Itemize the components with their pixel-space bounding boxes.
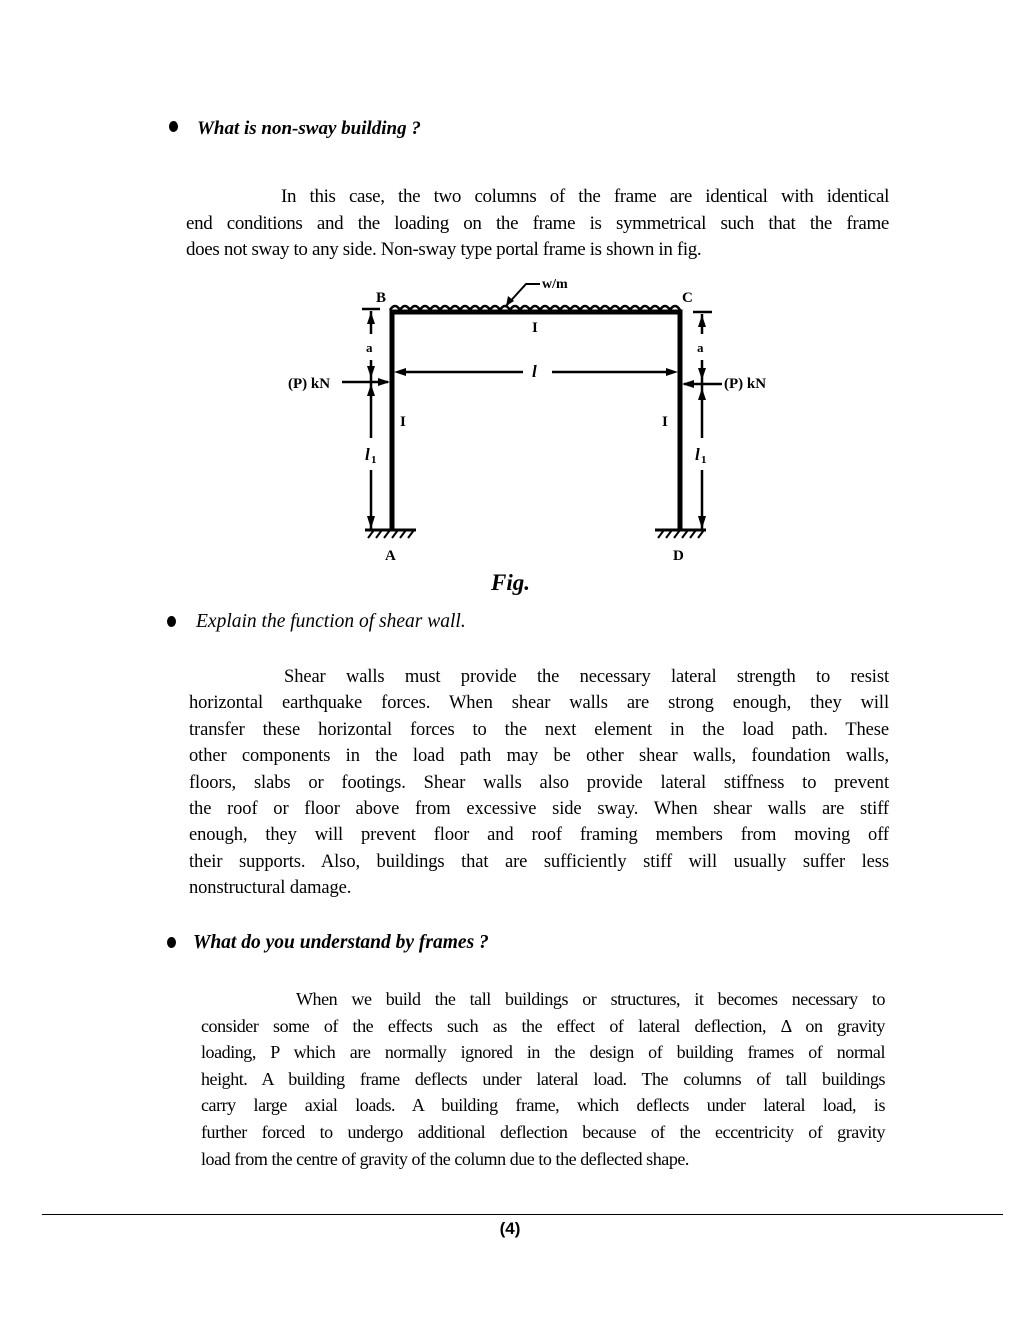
paragraph-line: transfer these horizontal forces to the next element in the load path. These (189, 719, 889, 740)
section-heading-non-sway: What is non-sway building ? (197, 118, 421, 139)
paragraph-line: end conditions and the loading on the frame is symmetrical such that the frame (186, 212, 889, 234)
joint-b-label: B (376, 290, 387, 306)
right-column-height-label: l (695, 445, 700, 464)
paragraph-line: enough, they will prevent floor and roof framing members from moving off (189, 825, 889, 846)
right-column-inertia-label: I (662, 414, 668, 430)
paragraph-line: Shear walls must provide the necessary lateral strength to resist (284, 667, 889, 687)
portal-frame-svg (270, 268, 790, 578)
paragraph-line: In this case, the two columns of the frame are identical with identical (281, 186, 889, 207)
left-load-label: (P) kN (288, 376, 331, 392)
bullet-icon (167, 937, 176, 948)
bullet-icon (167, 616, 176, 627)
support-a-label: A (385, 548, 396, 564)
paragraph-line: other components in the load path may be other shear walls, foundation walls, (189, 746, 889, 767)
left-column-height-label: l (365, 445, 370, 464)
page-number: (4) (499, 1219, 521, 1238)
left-offset-label: a (366, 340, 373, 355)
section-heading-frames: What do you understand by frames ? (193, 932, 489, 953)
paragraph-line: carry large axial loads. A building frame, which deflects under lateral load, is (201, 1095, 885, 1116)
right-load-label: (P) kN (724, 376, 767, 392)
beam-inertia-label: I (532, 320, 538, 336)
paragraph-line: floors, slabs or footings. Shear walls also provide lateral stiffness to prevent (189, 772, 889, 793)
udl-load-icon (390, 306, 680, 310)
right-column-height-subscript: 1 (701, 454, 707, 466)
paragraph-line: nonstructural damage. (189, 878, 352, 899)
paragraph-line: load from the centre of gravity of the column due to the deflected shape. (201, 1148, 689, 1169)
paragraph-shear-wall (189, 664, 889, 902)
paragraph-line: the roof or floor above from excessive side sway. When shear walls are stiff (189, 799, 889, 820)
paragraph-line: height. A building frame deflects under lateral load. The columns of tall buildings (201, 1068, 885, 1089)
paragraph-line: When we build the tall buildings or structures, it becomes necessary to (296, 989, 885, 1009)
right-offset-label: a (697, 340, 704, 355)
paragraph-line: consider some of the effects such as the effect of lateral deflection, Δ on gravity (201, 1015, 885, 1036)
paragraph-line: horizontal earthquake forces. When shear walls are strong enough, they will (189, 693, 889, 714)
section-heading-shear-wall: Explain the function of shear wall. (196, 611, 466, 632)
frame-members (392, 312, 680, 530)
left-column-inertia-label: I (400, 414, 406, 430)
paragraph-line: loading, P which are normally ignored in the design of building frames of normal (201, 1042, 885, 1063)
paragraph-frames (201, 986, 885, 1172)
bullet-icon (169, 121, 178, 132)
joint-c-label: C (682, 290, 693, 306)
left-column-height-subscript: 1 (371, 454, 377, 466)
footer-divider (42, 1214, 1003, 1215)
figure-caption: Fig. (491, 570, 530, 595)
paragraph-line: further forced to undergo additional deflection because of the eccentricity of gravity (201, 1121, 885, 1142)
span-label: l (532, 362, 537, 381)
udl-label: w/m (542, 277, 568, 292)
paragraph-line: their supports. Also, buildings that are sufficiently stiff will usually suffer less (189, 851, 889, 872)
portal-frame-diagram (270, 268, 790, 578)
support-d-label: D (673, 548, 684, 564)
paragraph-non-sway (186, 184, 889, 264)
paragraph-line: does not sway to any side. Non-sway type portal frame is shown in fig. (186, 239, 702, 260)
